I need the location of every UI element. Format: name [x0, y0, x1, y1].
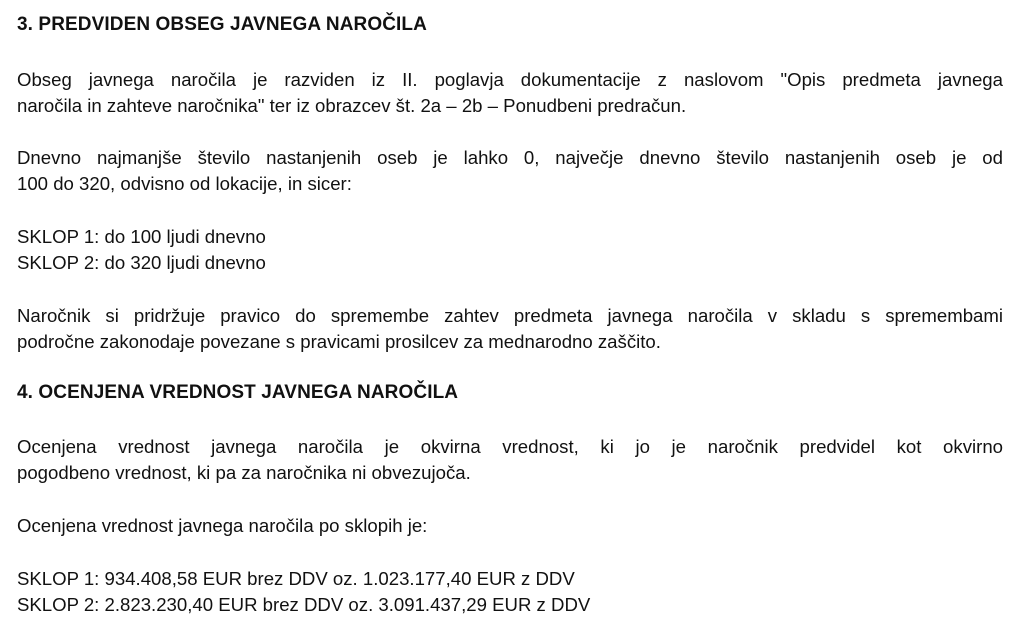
section-3-lot-list [17, 224, 1003, 276]
section-3-paragraph-reservation [17, 303, 1003, 355]
section-4-lot-values [17, 566, 1003, 618]
text-line: 100 do 320, odvisno od lokacije, in sicer: [17, 173, 352, 194]
text-line: Ocenjena vrednost javnega naročila je okvirna vrednost, ki jo je naročnik predvidel kot okvirno [17, 436, 1003, 457]
section-4-paragraph-estimate [17, 434, 1003, 486]
section-4-heading: 4. OCENJENA VREDNOST JAVNEGA NAROČILA [17, 382, 459, 403]
text-line: Dnevno najmanjše število nastanjenih oseb je lahko 0, največje dnevno število nastanjenih oseb je od [17, 147, 1003, 168]
text-line: Ocenjena vrednost javnega naročila po sklopih je: [17, 515, 428, 536]
lot-item: SKLOP 1: do 100 ljudi dnevno [17, 226, 266, 247]
lot-item: SKLOP 2: do 320 ljudi dnevno [17, 252, 266, 273]
section-4-paragraph-by-lot [17, 513, 1003, 539]
section-3-paragraph-occupancy [17, 145, 1003, 197]
section-3-heading: 3. PREDVIDEN OBSEG JAVNEGA NAROČILA [17, 14, 427, 35]
section-3-paragraph-scope [17, 67, 1003, 119]
lot-value-item: SKLOP 2: 2.823.230,40 EUR brez DDV oz. 3.091.437,29 EUR z DDV [17, 594, 591, 615]
lot-value-item: SKLOP 1: 934.408,58 EUR brez DDV oz. 1.023.177,40 EUR z DDV [17, 568, 575, 589]
text-line: Obseg javnega naročila je razviden iz II. poglavja dokumentacije z naslovom "Opis predmeta javnega [17, 69, 1003, 90]
text-line: naročila in zahteve naročnika" ter iz obrazcev št. 2a – 2b – Ponudbeni predračun. [17, 95, 687, 116]
text-line: pogodbeno vrednost, ki pa za naročnika ni obvezujoča. [17, 462, 471, 483]
text-line: področne zakonodaje povezane s pravicami prosilcev za mednarodno zaščito. [17, 331, 661, 352]
text-line: Naročnik si pridržuje pravico do spremembe zahtev predmeta javnega naročila v skladu s spremembami [17, 305, 1003, 326]
